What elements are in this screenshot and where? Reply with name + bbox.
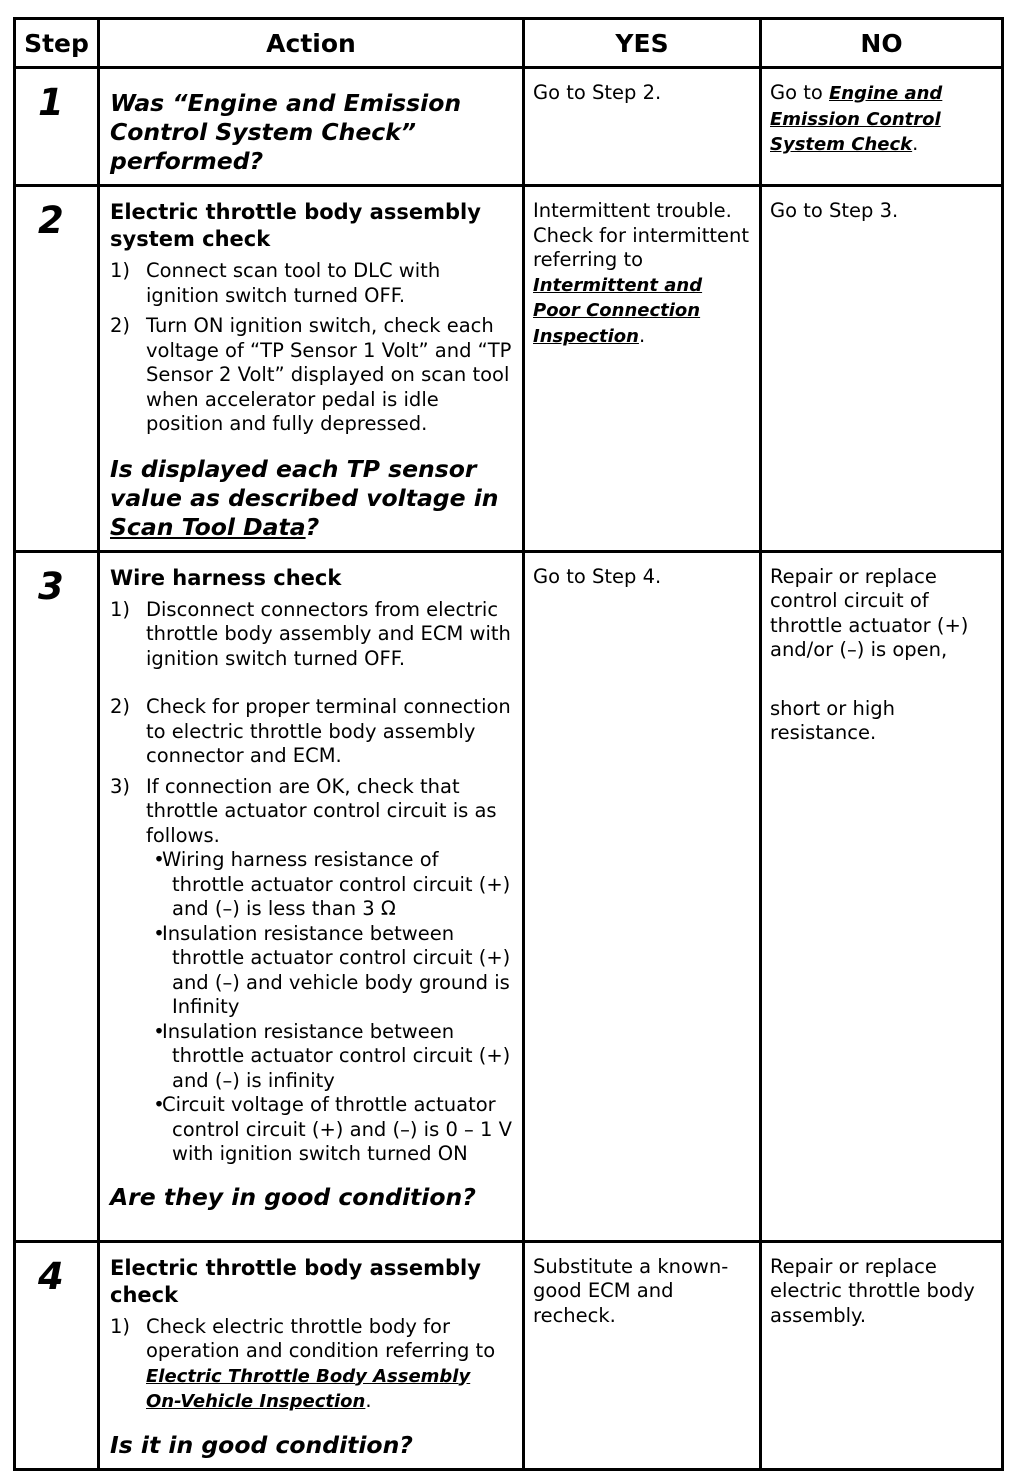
bullet-icon: •: [153, 1093, 165, 1116]
action-cell: [99, 186, 524, 552]
throttle-inspection-link[interactable]: Electric Throttle Body Assembly On-Vehicle Inspection: [146, 1365, 471, 1412]
item-text: Turn ON ignition switch, check each voltage of “TP Sensor 1 Volt” and “TP Sensor 2 Volt” displayed on scan tool when accelerator pedal is idle position and fully depressed.: [146, 314, 512, 435]
yes-cell: Go to Step 2.: [524, 68, 761, 186]
item-number: 1): [110, 597, 131, 621]
no-cell: [761, 551, 1003, 1241]
list-item: 1) Check electric throttle body for operation and condition referring to Electric Throttle Body Assembly On-Vehicle Inspection.: [110, 1315, 512, 1415]
bullet-item: [146, 922, 512, 1020]
item-text: Connect scan tool to DLC with ignition switch turned OFF.: [146, 259, 441, 307]
step-heading: Electric throttle body assembly system check: [110, 200, 481, 251]
scan-tool-data-link[interactable]: Scan Tool Data: [110, 512, 306, 541]
step-question: Was “Engine and Emission Control System Check” performed?: [110, 89, 462, 175]
bullet-item: [146, 848, 512, 922]
list-item: [110, 695, 512, 769]
item-number: 3): [110, 774, 131, 798]
header-step: Step: [15, 19, 99, 68]
yes-cell: Intermittent trouble. Check for intermittent referring to Intermittent and Poor Connection Inspection.: [524, 186, 761, 552]
item-number: 1): [110, 259, 131, 282]
bullet-item: [146, 1020, 512, 1094]
yes-text: Intermittent trouble. Check for intermittent referring to: [533, 199, 749, 271]
header-action: Action: [99, 19, 524, 68]
header-yes: YES: [524, 19, 761, 68]
yes-cell: Substitute a known-good ECM and recheck.: [524, 1241, 761, 1469]
bullet-item: [146, 1093, 512, 1167]
step-heading: Electric throttle body assembly check: [110, 1255, 481, 1307]
item-text: Disconnect connectors from electric throttle body assembly and ECM with ignition switch turned OFF.: [146, 597, 511, 670]
bullet-text: Circuit voltage of throttle actuator control circuit (+) and (–) is 0 – 1 V with ignition switch turned ON: [162, 1093, 512, 1165]
no-cell: [761, 68, 1003, 186]
action-cell: [99, 68, 524, 186]
no-text: Repair or replace control circuit of throttle actuator (+) and/or (–) is open,: [770, 564, 969, 661]
table-row-step-4: [15, 1241, 1003, 1469]
item-text: Check for proper terminal connection to electric throttle body assembly connector and ECM.: [146, 695, 511, 767]
table-row-step-1: [15, 68, 1003, 186]
item-number: 2): [110, 314, 131, 337]
step-question: Are they in good condition?: [110, 1182, 476, 1211]
action-cell: [99, 1241, 524, 1469]
step-heading: Wire harness check: [110, 565, 342, 590]
engine-check-link[interactable]: Engine and Emission Control System Check: [770, 83, 943, 155]
step-question: Is it in good condition?: [110, 1430, 413, 1459]
bullet-icon: •: [153, 921, 165, 945]
list-item: [110, 314, 512, 437]
step-question: Is displayed each TP sensor value as described voltage in Scan Tool Data?: [110, 454, 499, 541]
header-row: [15, 19, 1003, 68]
item-number: 2): [110, 695, 131, 718]
item-text: If connection are OK, check that throttle actuator control circuit is as follows.: [146, 774, 497, 847]
no-cell: Go to Step 3.: [761, 186, 1003, 552]
step-number: 2: [15, 186, 99, 552]
list-item: [110, 259, 512, 308]
yes-cell: Go to Step 4.: [524, 551, 761, 1241]
list-item: [110, 775, 512, 849]
diagnostic-procedure-table: [13, 17, 1004, 1471]
bullet-text: Wiring harness resistance of throttle actuator control circuit (+) and (–) is less than 3 Ω: [162, 848, 511, 920]
no-suffix: .: [912, 132, 919, 155]
table-row-step-3: [15, 551, 1003, 1241]
step-number: 4: [15, 1241, 99, 1469]
bullet-text: Insulation resistance between throttle actuator control circuit (+) and (–) and vehicle body ground is Infinity: [162, 921, 511, 1018]
action-cell: [99, 551, 524, 1241]
bullet-list: [110, 848, 512, 1167]
step-number: 3: [15, 551, 99, 1241]
list-item: [110, 598, 512, 672]
bullet-icon: •: [153, 1019, 165, 1043]
bullet-icon: •: [153, 848, 165, 871]
bullet-text: Insulation resistance between throttle actuator control circuit (+) and (–) is infinity: [162, 1019, 511, 1092]
item-text: Check electric throttle body for operation and condition referring to: [146, 1314, 496, 1362]
item-number: 1): [110, 1314, 131, 1338]
no-text: Go to: [770, 81, 830, 104]
no-text-continued: short or high resistance.: [770, 696, 895, 744]
no-cell: Repair or replace electric throttle body assembly.: [761, 1241, 1003, 1469]
step-number: 1: [15, 68, 99, 186]
intermittent-inspection-link[interactable]: Intermittent and Poor Connection Inspection: [533, 274, 703, 347]
header-no: NO: [761, 19, 1003, 68]
table-row-step-2: [15, 186, 1003, 552]
